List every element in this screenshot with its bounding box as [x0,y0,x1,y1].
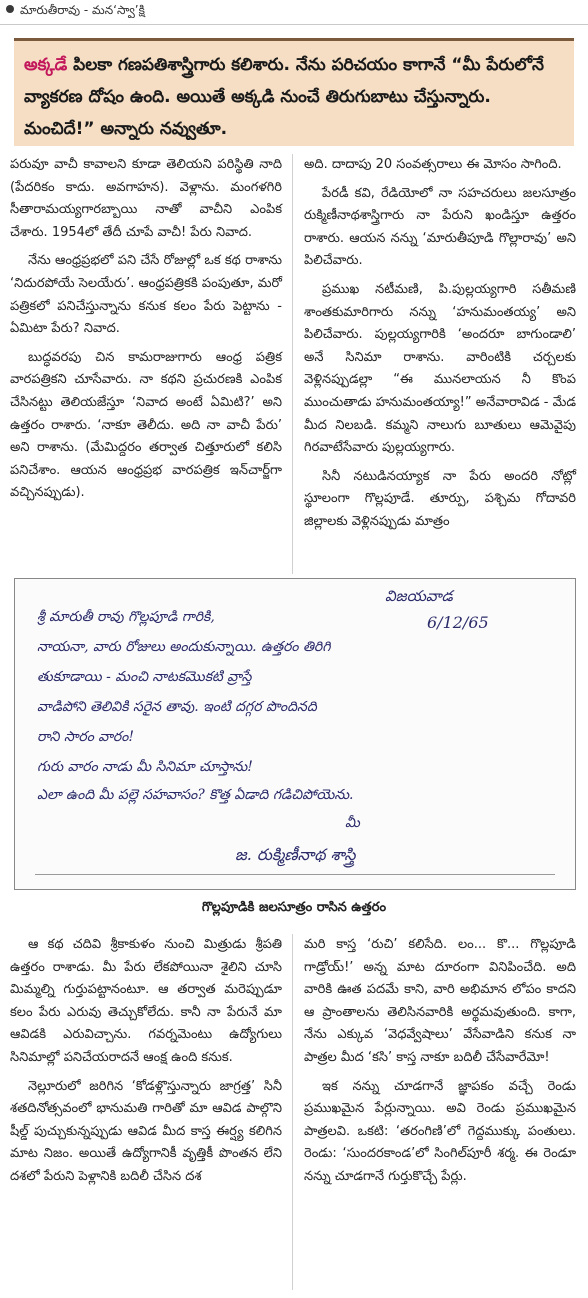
paragraph: పరువూ వాచీ కావాలని కూడా తెలియని పరిస్థితి నాది (పేదరికం కాదు. అవగాహన). వెళ్లాను. మంగళగిరి సీతారామయ్యగారబ్బాయి నాతో వాచీని ఎంపిక చేశారు. 1954లో తేదీ చూపే వాచీ! పేరు నివాద. [10,157,282,240]
letter-date: 6/12/65 [427,613,489,632]
letter-line: తుకూడాయి - మంచి నాటకమొకటి వ్రాస్తే [37,669,252,685]
bullet-icon [6,5,14,13]
column-divider-bottom [292,934,293,1290]
paragraph: బుద్ధవరపు చిన కామరాజుగారు ఆంధ్ర పత్రిక వారపత్రికని చూసేవారు. నా కథని ప్రచురణకి ఎంపిక చేసినట్టు తెలియజేస్తూ ‘నివాద అంటే ఏమిటి?’ అని ఉత్తరం రాశారు. ‘నాకూ తెలీదు. అది నా వాచీ పేరు’ అని రాశాను. (మేమిద్దరం తర్వాత చిత్తూరులో కలిసి పనిచేశాం. ఆయన ఆంధ్రప్రభ వారపత్రిక ఇన్‌చార్జ్‌గా వచ్చినప్పుడు). [10,349,282,501]
paragraph: మరి కాస్త ‘రుచి’ కలిసేది. లం... కొ... గొల్లపూడి గాడ్రోయ్!’ అన్న మాట దూరంగా వినిపించేది. అది వారికి ఊత పదమే కాని, వారి అభిమాన లోపం కాదని ఆ ప్రాంతాలను తెలిసినవారికి అర్థమవుతుంది. కాగా, నేను ఎక్కువ ‘వెధవ్వేషాలు’ వేసేవాడిని కనుక నా పాత్రల మీద ‘కసి’ కాస్త నాకూ బదిలీ చేసేవారేమో! [304,937,576,1065]
paragraph: ఆ కథ చదివి శ్రీకాకుళం నుంచి మిత్రుడు శ్రీపతి ఉత్తరం రాశాడు. మీ పేరు లేకపోయినా శైలిని చూసి మిమ్మల్ని గుర్తుపట్టానంటూ. ఆ తర్వాత మరెప్పుడూ కలం పేరు ఎరువు తెచ్చుకోలేదు. కానీ నా పేరునే మా ఆవిడకి ఎరువిచ్చాను. గవర్నమెంటు ఉద్యోగులు సినిమాల్లో పనిచేయరాదనే ఆంక్ష ఉంది కనుక. [10,937,282,1065]
pull-quote-accent: అక్కడే [24,55,68,75]
paragraph: పేరడీ కవి, రేడియోలో నా సహచరులు జలసూత్రం రుక్మిణీనాథశాస్త్రిగారు నా పేరుని ఖండిస్తూ ఉత్తరం రాశారు. ఆయన నన్ను ‘మారుతీపూడి గొల్లారావు’ అని పిలిచేవారు. [304,185,576,269]
paragraph: ఇక నన్ను చూడగానే జ్ఞాపకం వచ్చే రెండు ప్రముఖమైన పేర్లున్నాయి. అవి రెండు ప్రముఖమైన పాత్రలవి. ఒకటి: ‘తరంగిణి’లో గెద్దముక్కు పంతులు. రెండు: ‘సుందరకాండ’లో సింగిల్‌పూరీ శర్మ. ఈ రెండూ నన్ను చూడగానే గుర్తుకొచ్చే పేర్లు. [304,1078,576,1184]
column-divider-top [292,154,293,574]
section-label: మారుతీరావు - మన‘స్వా’క్షి [20,3,145,17]
letter-signature: జ. రుక్మిణీనాథ శాస్త్రి [235,845,356,864]
paragraph: అది. దాదాపు 20 సంవత్సరాలు ఈ మోసం సాగింది. [304,157,562,172]
handwritten-letter-image [14,578,576,890]
column-left-bottom [10,934,282,1195]
paragraph: ప్రముఖ నటీమణి, పి.పుల్లయ్యగారి సతీమణి శాంతకుమారిగారు నన్ను ‘హనుమంతయ్య’ అని పిలిచేవారు. పుల్లయ్యగారికి ‘అందరూ బాగుండాలి’ అనే సినిమా రాశాను. వారింటికి చర్చలకు వెళ్లినప్పుడల్లా “ఈ మునలాయన నీ కొంప ముంచుతాడు హనుమంతయ్యా!” అనేవారావిడ - మేడ మీద నిలబడి. కమ్మని నాలుగు బూతులు ఆమెవైపు గిరవాటేసేవారు పుల్లయ్యగారు. [304,281,576,456]
letter-greeting: మీ [345,815,360,831]
section-header [0,0,588,25]
column-right-top [304,154,576,540]
letter-line: గురు వారం నాడు మీ సినిమా చూస్తాను! [37,759,253,775]
column-right-bottom [304,934,576,1195]
letter-line: శ్రీ మారుతీ రావు గొల్లపూడి గారికి, [37,609,215,625]
paragraph: సినీ నటుడినయ్యాక నా పేరు అందరి నోట్లో స్థూలంగా గొల్లపూడే. తూర్పు, పశ్చిమ గోదావరి జిల్లాలకు వెళ్లినప్పుడు మాత్రం [304,468,576,529]
image-caption: గొల్లపూడికి జలసూత్రం రాసిన ఉత్తరం [201,900,387,915]
letter-place: విజయవాడ [385,587,453,605]
paragraph: నేను ఆంధ్రప్రభలో పని చేసే రోజుల్లో ఒక కథ రాశాను ‘నిదురపోయే సెలయేరు’. ఆంధ్రపత్రికకి పంపుతూ, మరో పత్రికలో పనిచేస్తున్నాను కనుక కలం పేరు పెట్టాను - ఏమిటా పేరు? నివాద. [10,253,282,337]
pull-quote [14,38,574,146]
letter-line: రాని సారం వారం! [37,729,134,745]
paragraph: నెల్లూరులో జరిగిన ‘కోడళ్లొస్తున్నారు జాగ్రత్త’ సినీ శతదినోత్సవంలో భానుమతి గారితో మా ఆవిడ పాల్గొని షీల్డ్ పుచ్చుకున్నప్పుడు ఆవిడ మీద కాస్త ఈర్ష్య కలిగిన మాట నిజం. అయితే ఉద్యోగానికీ వృత్తికీ పొంతన లేని దశలో పేరుని పెళ్లానికి బదిలీ చేసిన దశ [10,1078,282,1184]
column-left-top [10,154,282,511]
letter-line: ఎలా ఉంది మీ పల్లె సహవాసం? కొత్త ఏడాది గడిచిపోయెను. [37,787,354,803]
letter-line: నాయనా, వారు రోజులు అందుకున్నాయి. ఉత్తరం తిరిగి [37,639,331,655]
pull-quote-text [24,49,564,145]
letter-line: వాడిపోని తెలివికి సరైన తావు. ఇంటి దగ్గర పొందినది [37,699,317,715]
letter-rule [35,874,555,875]
pull-quote-body: పిలకా గణపతిశాస్త్రిగారు కలిశారు. నేను పరిచయం కాగానే “మీ పేరులోనే వ్యాకరణ దోషం ఉంది. అయితే అక్కడి నుంచే తిరుగుబాటు చేస్తున్నారు. మంచిదే!” అన్నారు నవ్వుతూ. [24,55,544,139]
